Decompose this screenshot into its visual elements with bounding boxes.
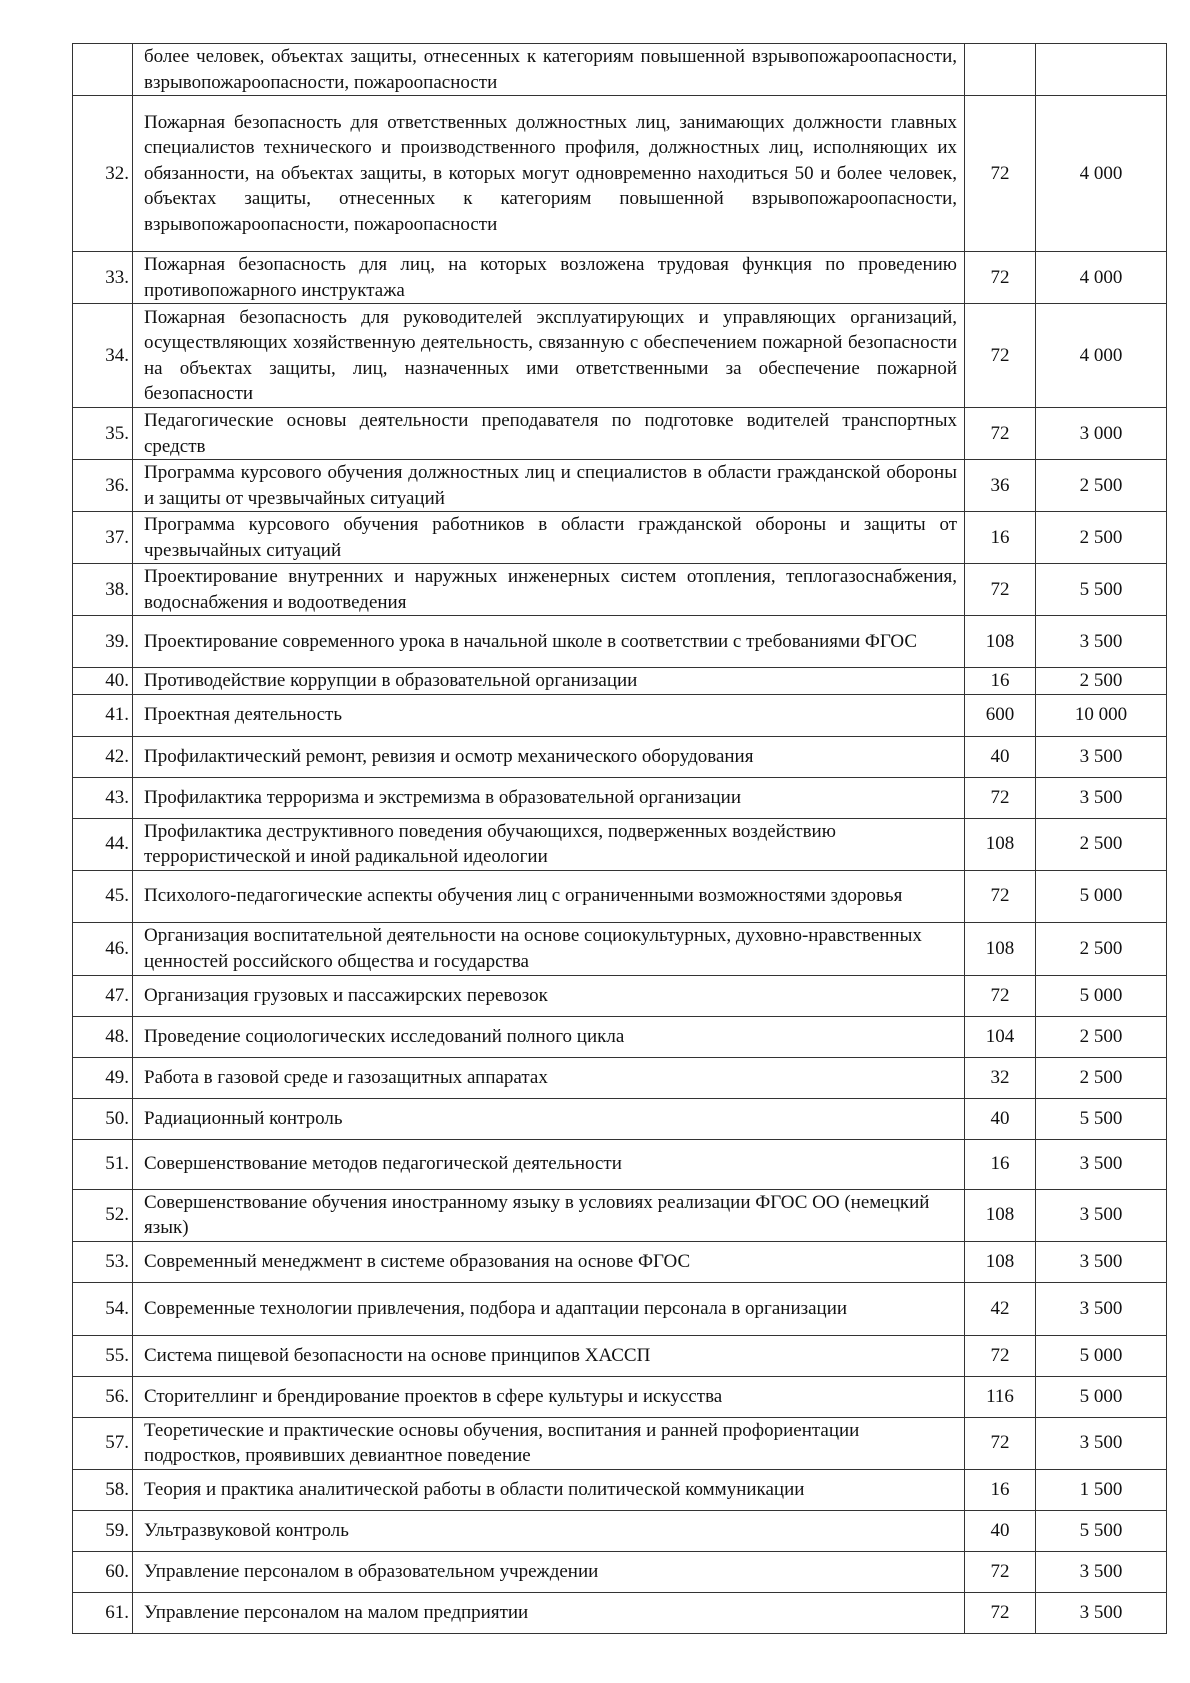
course-price: 5 000 bbox=[1036, 975, 1167, 1016]
course-title: Профилактика терроризма и экстремизма в образовательной организации bbox=[133, 777, 965, 818]
course-title: Работа в газовой среде и газозащитных аппаратах bbox=[133, 1057, 965, 1098]
row-number: 42. bbox=[73, 736, 133, 777]
course-price: 2 500 bbox=[1036, 922, 1167, 975]
course-price: 5 500 bbox=[1036, 564, 1167, 616]
table-row bbox=[73, 460, 1167, 512]
course-title: Противодействие коррупции в образовательной организации bbox=[133, 668, 965, 695]
row-number: 44. bbox=[73, 818, 133, 870]
course-title: Совершенствование методов педагогической деятельности bbox=[133, 1139, 965, 1189]
table-row bbox=[73, 252, 1167, 304]
course-hours: 72 bbox=[965, 304, 1036, 408]
course-hours: 16 bbox=[965, 1469, 1036, 1510]
row-number: 56. bbox=[73, 1376, 133, 1417]
course-hours: 16 bbox=[965, 1139, 1036, 1189]
course-hours: 72 bbox=[965, 1592, 1036, 1633]
table-row bbox=[73, 1016, 1167, 1057]
course-title: Теория и практика аналитической работы в области политической коммуникации bbox=[133, 1469, 965, 1510]
course-price: 3 500 bbox=[1036, 1551, 1167, 1592]
table-row bbox=[73, 1282, 1167, 1335]
course-price: 3 500 bbox=[1036, 616, 1167, 668]
table-row bbox=[73, 96, 1167, 252]
course-hours: 108 bbox=[965, 922, 1036, 975]
course-price: 5 500 bbox=[1036, 1098, 1167, 1139]
course-price: 4 000 bbox=[1036, 304, 1167, 408]
table-row bbox=[73, 668, 1167, 695]
course-price: 3 500 bbox=[1036, 1592, 1167, 1633]
course-title: Радиационный контроль bbox=[133, 1098, 965, 1139]
row-number: 51. bbox=[73, 1139, 133, 1189]
table-row bbox=[73, 1469, 1167, 1510]
row-number: 55. bbox=[73, 1335, 133, 1376]
row-number: 43. bbox=[73, 777, 133, 818]
course-title: Система пищевой безопасности на основе принципов ХАССП bbox=[133, 1335, 965, 1376]
course-hours: 600 bbox=[965, 694, 1036, 736]
course-title: Программа курсового обучения работников в области гражданской обороны и защиты от чрезвычайных ситуаций bbox=[133, 512, 965, 564]
course-hours: 108 bbox=[965, 1189, 1036, 1241]
table-row bbox=[73, 975, 1167, 1016]
table-row bbox=[73, 1376, 1167, 1417]
table-row bbox=[73, 1139, 1167, 1189]
course-title: Проектная деятельность bbox=[133, 694, 965, 736]
row-number: 41. bbox=[73, 694, 133, 736]
course-title: Проектирование современного урока в начальной школе в соответствии с требованиями ФГОС bbox=[133, 616, 965, 668]
course-title: Профилактика деструктивного поведения обучающихся, подверженных воздействию террористической и иной радикальной идеологии bbox=[133, 818, 965, 870]
course-title: Организация грузовых и пассажирских перевозок bbox=[133, 975, 965, 1016]
course-title: Педагогические основы деятельности преподавателя по подготовке водителей транспортных средств bbox=[133, 408, 965, 460]
course-hours: 72 bbox=[965, 870, 1036, 922]
course-hours: 40 bbox=[965, 736, 1036, 777]
course-title: Пожарная безопасность для ответственных должностных лиц, занимающих должности главных специалистов технического и производственного профиля, должностных лиц, исполняющих их обязанности, на объектах защиты, в которых могут одновременно находиться 50 и более человек, объектах защиты, отнесенных к категориям повышенной взрывопожароопасности, взрывопожароопасности, пожароопасности bbox=[133, 96, 965, 252]
course-price: 1 500 bbox=[1036, 1469, 1167, 1510]
table-row bbox=[73, 1098, 1167, 1139]
course-hours: 72 bbox=[965, 975, 1036, 1016]
course-title: Организация воспитательной деятельности на основе социокультурных, духовно-нравственных ценностей российского общества и государства bbox=[133, 922, 965, 975]
table-row bbox=[73, 408, 1167, 460]
course-hours: 72 bbox=[965, 252, 1036, 304]
course-title: Психолого-педагогические аспекты обучения лиц с ограниченными возможностями здоровья bbox=[133, 870, 965, 922]
row-number: 37. bbox=[73, 512, 133, 564]
table-row bbox=[73, 1510, 1167, 1551]
row-number: 40. bbox=[73, 668, 133, 695]
course-price: 2 500 bbox=[1036, 1016, 1167, 1057]
course-price: 3 500 bbox=[1036, 1417, 1167, 1469]
course-title: Проведение социологических исследований полного цикла bbox=[133, 1016, 965, 1057]
course-hours bbox=[965, 44, 1036, 96]
course-price: 2 500 bbox=[1036, 460, 1167, 512]
course-price: 3 500 bbox=[1036, 1241, 1167, 1282]
course-title: Сторителлинг и брендирование проектов в сфере культуры и искусства bbox=[133, 1376, 965, 1417]
course-title: Управление персоналом в образовательном учреждении bbox=[133, 1551, 965, 1592]
table-row bbox=[73, 870, 1167, 922]
table-row bbox=[73, 922, 1167, 975]
row-number: 32. bbox=[73, 96, 133, 252]
row-number: 53. bbox=[73, 1241, 133, 1282]
course-title: Профилактический ремонт, ревизия и осмотр механического оборудования bbox=[133, 736, 965, 777]
course-title: Пожарная безопасность для лиц, на которых возложена трудовая функция по проведению противопожарного инструктажа bbox=[133, 252, 965, 304]
row-number: 35. bbox=[73, 408, 133, 460]
table-row bbox=[73, 1417, 1167, 1469]
course-hours: 72 bbox=[965, 1335, 1036, 1376]
table-row bbox=[73, 1592, 1167, 1633]
row-number: 52. bbox=[73, 1189, 133, 1241]
course-price: 3 500 bbox=[1036, 1189, 1167, 1241]
course-title: Управление персоналом на малом предприятии bbox=[133, 1592, 965, 1633]
table-row bbox=[73, 777, 1167, 818]
row-number: 49. bbox=[73, 1057, 133, 1098]
course-title: Совершенствование обучения иностранному языку в условиях реализации ФГОС ОО (немецкий язык) bbox=[133, 1189, 965, 1241]
course-price: 2 500 bbox=[1036, 512, 1167, 564]
course-price: 5 000 bbox=[1036, 870, 1167, 922]
course-price: 3 500 bbox=[1036, 1282, 1167, 1335]
course-price: 4 000 bbox=[1036, 252, 1167, 304]
row-number: 54. bbox=[73, 1282, 133, 1335]
row-number: 33. bbox=[73, 252, 133, 304]
row-number: 39. bbox=[73, 616, 133, 668]
course-title: Теоретические и практические основы обучения, воспитания и ранней профориентации подростков, проявивших девиантное поведение bbox=[133, 1417, 965, 1469]
course-hours: 116 bbox=[965, 1376, 1036, 1417]
course-hours: 72 bbox=[965, 408, 1036, 460]
course-price: 5 500 bbox=[1036, 1510, 1167, 1551]
course-price: 3 000 bbox=[1036, 408, 1167, 460]
course-hours: 40 bbox=[965, 1510, 1036, 1551]
table-row bbox=[73, 1189, 1167, 1241]
row-number: 48. bbox=[73, 1016, 133, 1057]
row-number: 34. bbox=[73, 304, 133, 408]
course-price: 3 500 bbox=[1036, 777, 1167, 818]
row-number: 47. bbox=[73, 975, 133, 1016]
table-row bbox=[73, 512, 1167, 564]
course-title: Ультразвуковой контроль bbox=[133, 1510, 965, 1551]
course-hours: 104 bbox=[965, 1016, 1036, 1057]
course-hours: 108 bbox=[965, 1241, 1036, 1282]
course-price: 2 500 bbox=[1036, 818, 1167, 870]
course-hours: 108 bbox=[965, 616, 1036, 668]
row-number: 46. bbox=[73, 922, 133, 975]
row-number: 36. bbox=[73, 460, 133, 512]
row-number: 57. bbox=[73, 1417, 133, 1469]
table-row bbox=[73, 1551, 1167, 1592]
table-row bbox=[73, 44, 1167, 96]
course-title: Проектирование внутренних и наружных инженерных систем отопления, теплогазоснабжения, водоснабжения и водоотведения bbox=[133, 564, 965, 616]
course-hours: 72 bbox=[965, 564, 1036, 616]
course-hours: 42 bbox=[965, 1282, 1036, 1335]
course-price: 3 500 bbox=[1036, 736, 1167, 777]
course-hours: 72 bbox=[965, 1551, 1036, 1592]
row-number: 60. bbox=[73, 1551, 133, 1592]
course-price: 2 500 bbox=[1036, 668, 1167, 695]
course-hours: 40 bbox=[965, 1098, 1036, 1139]
course-hours: 16 bbox=[965, 512, 1036, 564]
course-price: 3 500 bbox=[1036, 1139, 1167, 1189]
course-title: более человек, объектах защиты, отнесенных к категориям повышенной взрывопожароопасности, взрывопожароопасности, пожароопасности bbox=[133, 44, 965, 96]
row-number: 58. bbox=[73, 1469, 133, 1510]
course-price: 4 000 bbox=[1036, 96, 1167, 252]
table-row bbox=[73, 1057, 1167, 1098]
table-row bbox=[73, 1241, 1167, 1282]
table-row bbox=[73, 694, 1167, 736]
course-price bbox=[1036, 44, 1167, 96]
table-body bbox=[73, 44, 1167, 1634]
course-hours: 108 bbox=[965, 818, 1036, 870]
course-hours: 72 bbox=[965, 96, 1036, 252]
row-number: 59. bbox=[73, 1510, 133, 1551]
course-hours: 16 bbox=[965, 668, 1036, 695]
row-number: 61. bbox=[73, 1592, 133, 1633]
course-price: 2 500 bbox=[1036, 1057, 1167, 1098]
course-price: 5 000 bbox=[1036, 1376, 1167, 1417]
course-title: Программа курсового обучения должностных лиц и специалистов в области гражданской обороны и защиты от чрезвычайных ситуаций bbox=[133, 460, 965, 512]
row-number: 38. bbox=[73, 564, 133, 616]
course-title: Пожарная безопасность для руководителей эксплуатирующих и управляющих организаций, осуществляющих хозяйственную деятельность, связанную с обеспечением пожарной безопасности на объектах защиты, лиц, назначенных ими ответственными за обеспечение пожарной безопасности bbox=[133, 304, 965, 408]
course-price: 10 000 bbox=[1036, 694, 1167, 736]
course-title: Современный менеджмент в системе образования на основе ФГОС bbox=[133, 1241, 965, 1282]
row-number: 45. bbox=[73, 870, 133, 922]
row-number: 50. bbox=[73, 1098, 133, 1139]
table-row bbox=[73, 736, 1167, 777]
table-row bbox=[73, 616, 1167, 668]
course-hours: 72 bbox=[965, 777, 1036, 818]
course-title: Современные технологии привлечения, подбора и адаптации персонала в организации bbox=[133, 1282, 965, 1335]
course-price-table bbox=[72, 43, 1167, 1634]
row-number bbox=[73, 44, 133, 96]
table-row bbox=[73, 564, 1167, 616]
table-row bbox=[73, 818, 1167, 870]
table-row bbox=[73, 304, 1167, 408]
course-price: 5 000 bbox=[1036, 1335, 1167, 1376]
course-hours: 36 bbox=[965, 460, 1036, 512]
course-hours: 32 bbox=[965, 1057, 1036, 1098]
course-hours: 72 bbox=[965, 1417, 1036, 1469]
table-row bbox=[73, 1335, 1167, 1376]
